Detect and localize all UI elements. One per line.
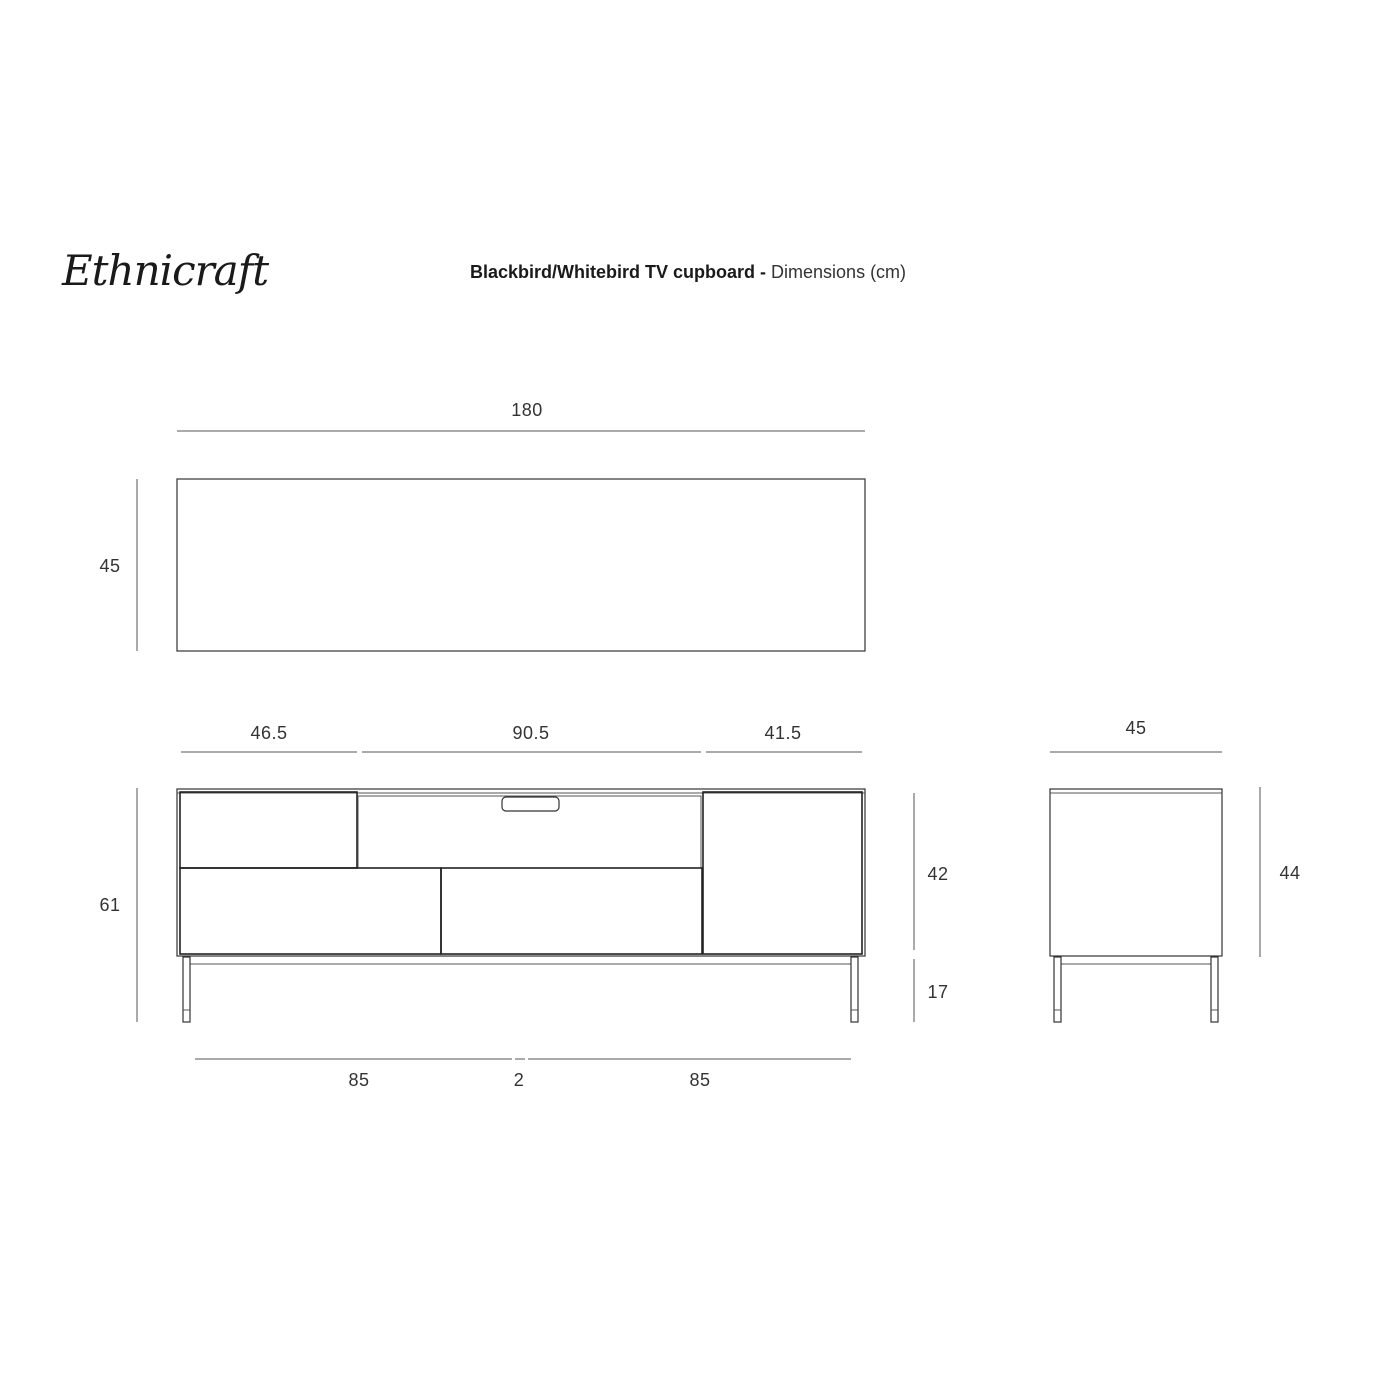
side-view-outline [1050, 789, 1222, 956]
bottom-left-door [180, 868, 441, 954]
ethnicraft-logo: Ethnicraft [62, 246, 269, 295]
front-left-leg [183, 957, 190, 1022]
bottom-right-label: 85 [689, 1070, 711, 1090]
side-right-leg [1211, 957, 1218, 1022]
front-view [99, 723, 948, 1090]
top-view [99, 400, 865, 651]
bottom-middle-door [441, 868, 702, 954]
title-separator: - [755, 262, 772, 282]
top-width-label: 180 [511, 400, 543, 420]
bottom-gap-label: 2 [513, 1070, 525, 1090]
total-height-label: 61 [99, 895, 121, 915]
section-left-label: 46.5 [250, 723, 288, 743]
side-view [1050, 718, 1301, 1022]
top-left-drawer [180, 792, 357, 868]
title-subtitle: Dimensions (cm) [771, 262, 907, 282]
side-height-label: 44 [1279, 863, 1301, 883]
side-left-leg [1054, 957, 1061, 1022]
top-depth-label: 45 [99, 556, 121, 576]
body-height-label: 42 [927, 864, 949, 884]
product-name: Blackbird/Whitebird TV cupboard [470, 262, 756, 282]
cabinet-outline [177, 789, 865, 956]
top-view-outline [177, 479, 865, 651]
right-door [703, 792, 862, 954]
section-right-label: 41.5 [764, 723, 802, 743]
top-middle-drawer [358, 796, 701, 868]
front-right-leg [851, 957, 858, 1022]
section-middle-label: 90.5 [512, 723, 550, 743]
bottom-left-label: 85 [348, 1070, 370, 1090]
drawer-handle [502, 797, 559, 811]
leg-height-label: 17 [927, 982, 949, 1002]
side-depth-label: 45 [1125, 718, 1147, 738]
